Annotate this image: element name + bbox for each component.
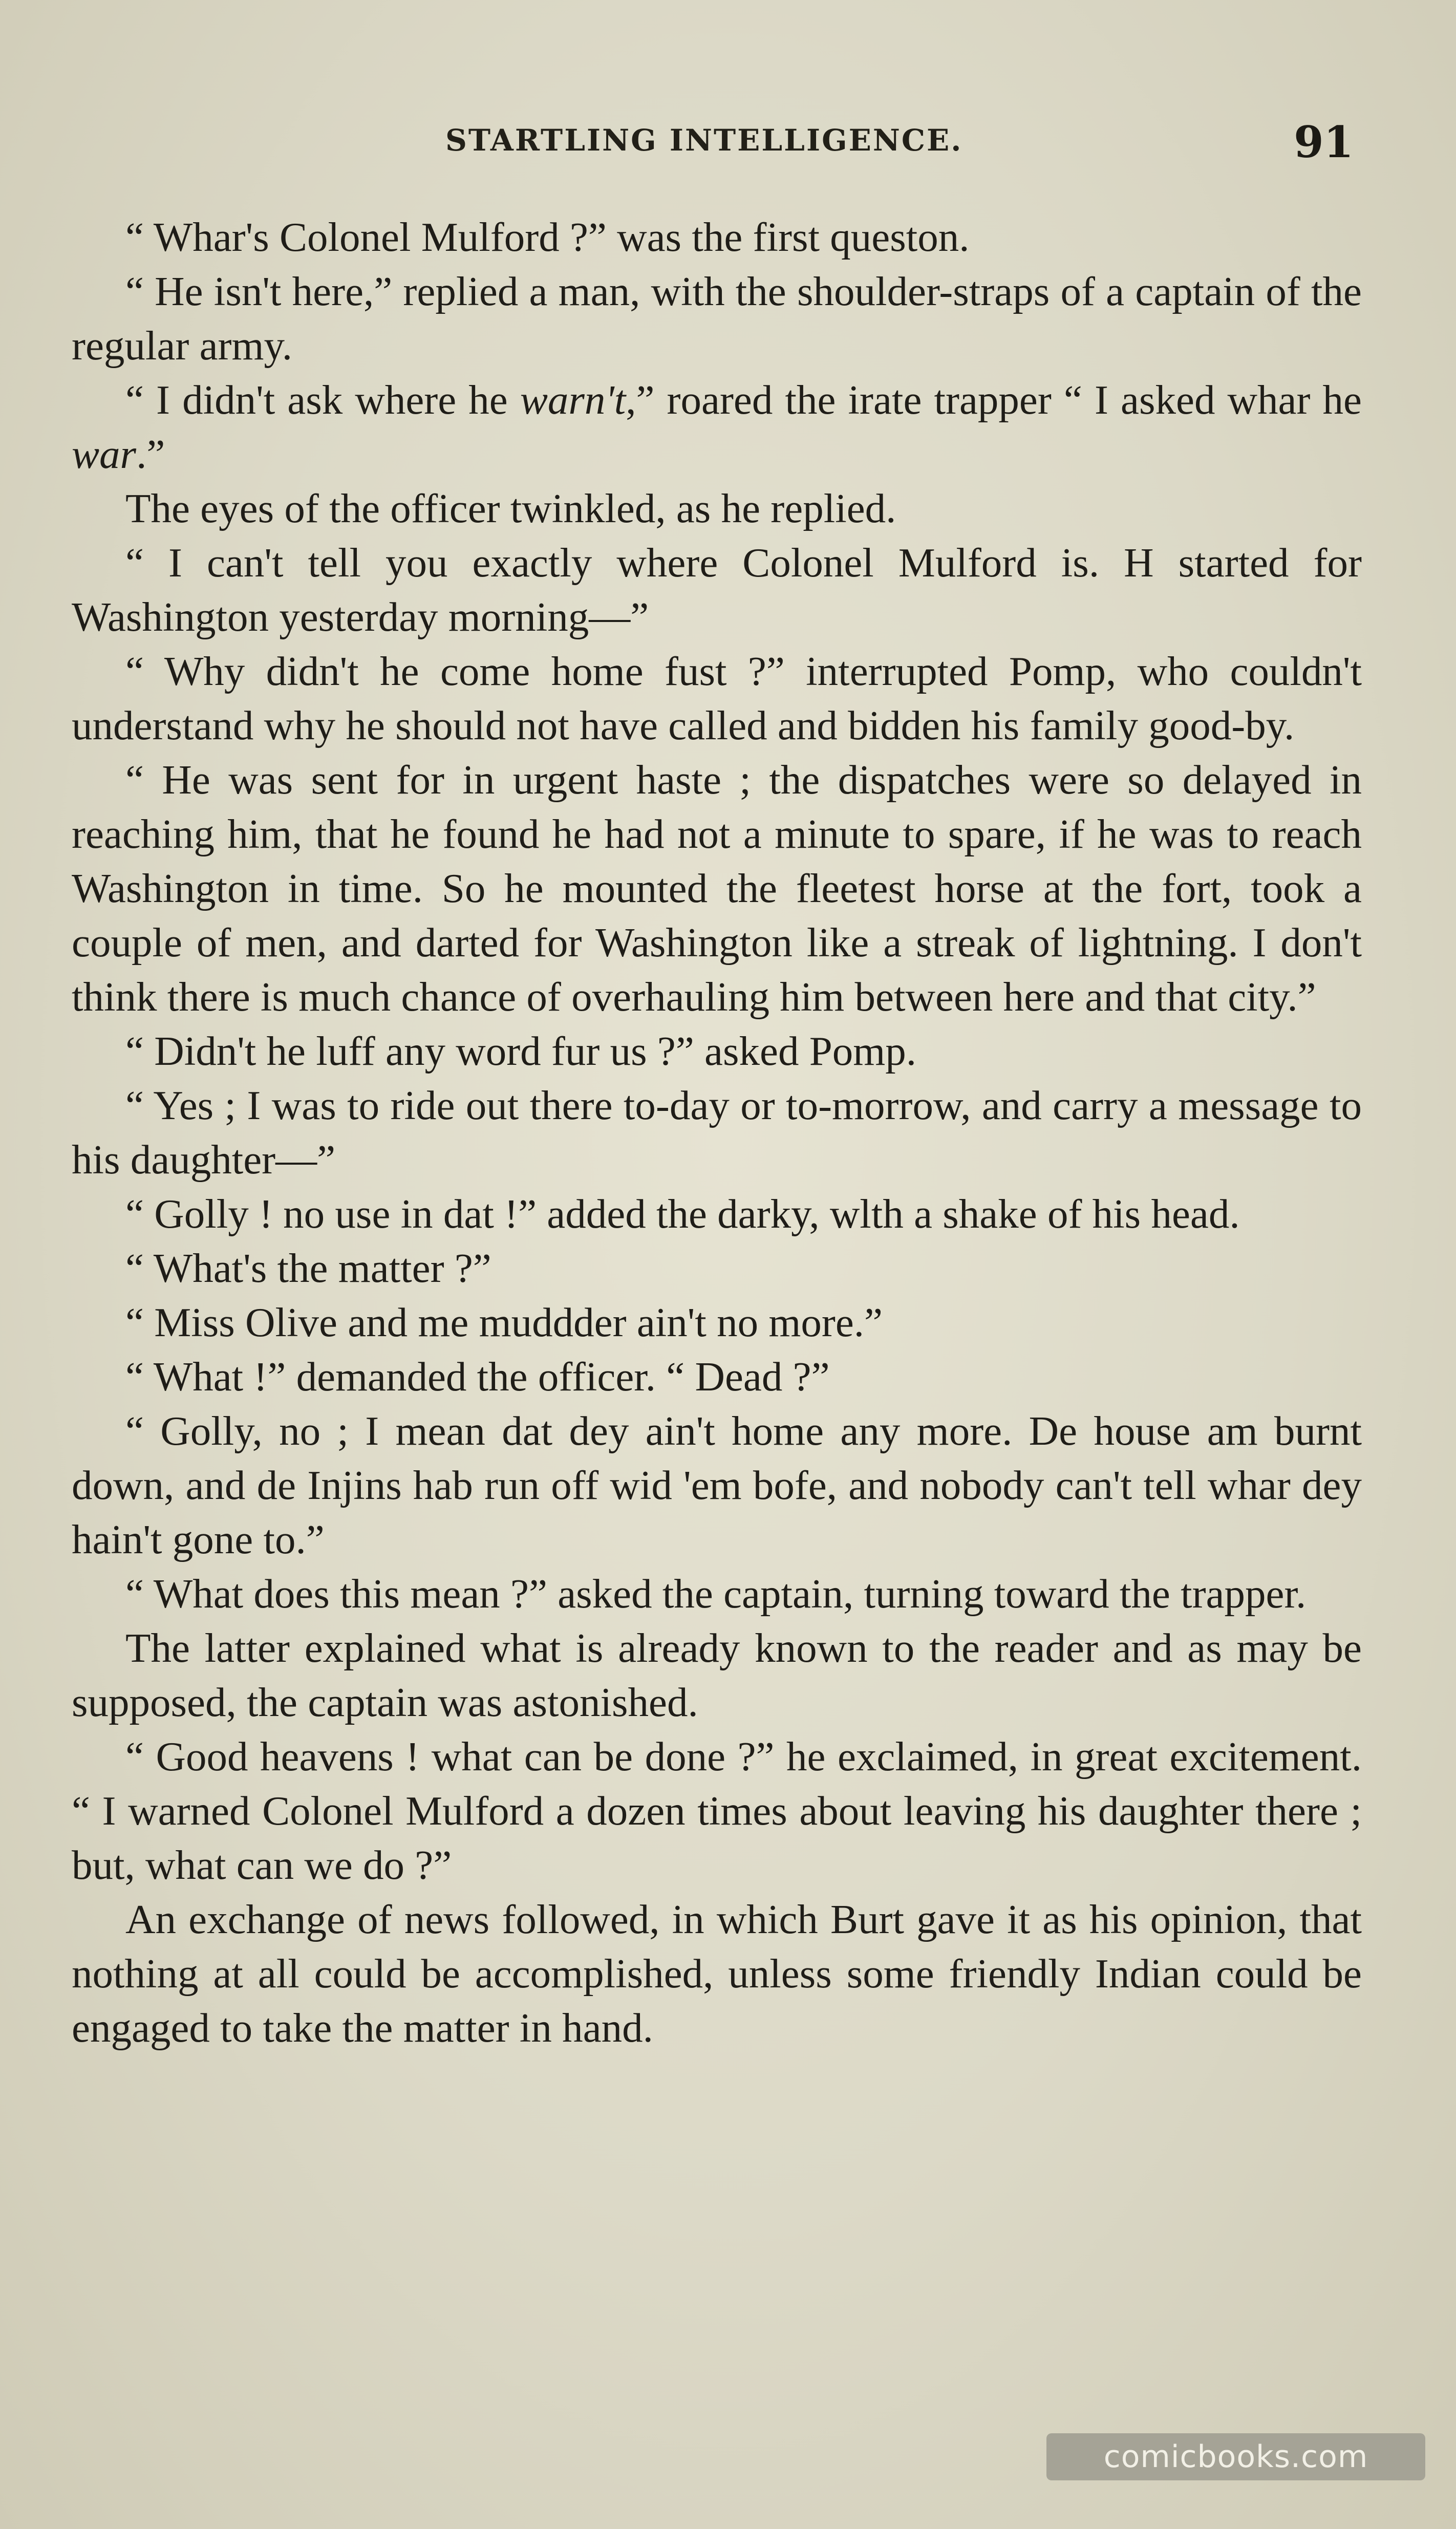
italic-word: war — [72, 431, 137, 477]
paragraph: The latter explained what is already known to the reader and as may be supposed, the captain was astonished. — [72, 1625, 1362, 1725]
body-text — [72, 210, 1362, 2055]
paragraph: “ Why didn't he come home fust ?” interrupted Pomp, who couldn't understand why he should not have called and bidden his family good-by. — [72, 648, 1362, 748]
page-number: 91 — [1294, 117, 1354, 167]
paragraph: “ He was sent for in urgent haste ; the dispatches were so delayed in reaching him, that he found he had not a minute to spare, if he was to reach Washington in time. So he mounted the fleetest horse at the fort, took a couple of men, and darted for Washington like a streak of lightning. I don't think there is much chance of overhauling him between here and that city.” — [72, 757, 1362, 1020]
running-title: STARTLING INTELLIGENCE. — [445, 123, 963, 158]
paragraph: “ Miss Olive and me muddder ain't no more.” — [125, 1299, 883, 1345]
paragraph: “ He isn't here,” replied a man, with the shoulder-straps of a captain of the regular army. — [72, 268, 1362, 369]
paragraph: “ Golly ! no use in dat !” added the darky, wlth a shake of his head. — [125, 1191, 1240, 1237]
paragraph: “ Good heavens ! what can be done ?” he exclaimed, in great excitement. “ I warned Colonel Mulford a dozen times about leaving his daughter there ; but, what can we do ?” — [72, 1733, 1362, 1888]
paragraph: An exchange of news followed, in which Burt gave it as his opinion, that nothing at all could be accomplished, unless some friendly Indian could be engaged to take the matter in hand. — [72, 1896, 1362, 2051]
watermark-logo: comicbooks.com — [1046, 2433, 1425, 2480]
paragraph: “ Yes ; I was to ride out there to-day or to-morrow, and carry a message to his daughter—” — [72, 1082, 1362, 1183]
paragraph: “ What does this mean ?” asked the captain, turning toward the trapper. — [125, 1571, 1307, 1617]
paragraph: “ What !” demanded the officer. “ Dead ?” — [125, 1354, 830, 1400]
paragraph: “ Didn't he luff any word fur us ?” asked Pomp. — [125, 1028, 917, 1074]
paragraph: “ I can't tell you exactly where Colonel Mulford is. H started for Washington yesterday morning—” — [72, 540, 1362, 640]
paragraph: “ What's the matter ?” — [125, 1245, 491, 1291]
paragraph: “ Whar's Colonel Mulford ?” was the first queston. — [125, 214, 970, 260]
paragraph: The eyes of the officer twinkled, as he replied. — [125, 485, 896, 531]
running-head — [0, 117, 1456, 167]
italic-word: warn't — [520, 377, 626, 423]
paragraph: “ Golly, no ; I mean dat dey ain't home any more. De house am burnt down, and de Injins hab run off wid 'em bofe, and nobody can't tell whar dey hain't gone to.” — [72, 1408, 1362, 1562]
paragraph: “ I didn't ask where he warn't,” roared the irate trapper “ I asked whar he war.” — [72, 377, 1362, 477]
